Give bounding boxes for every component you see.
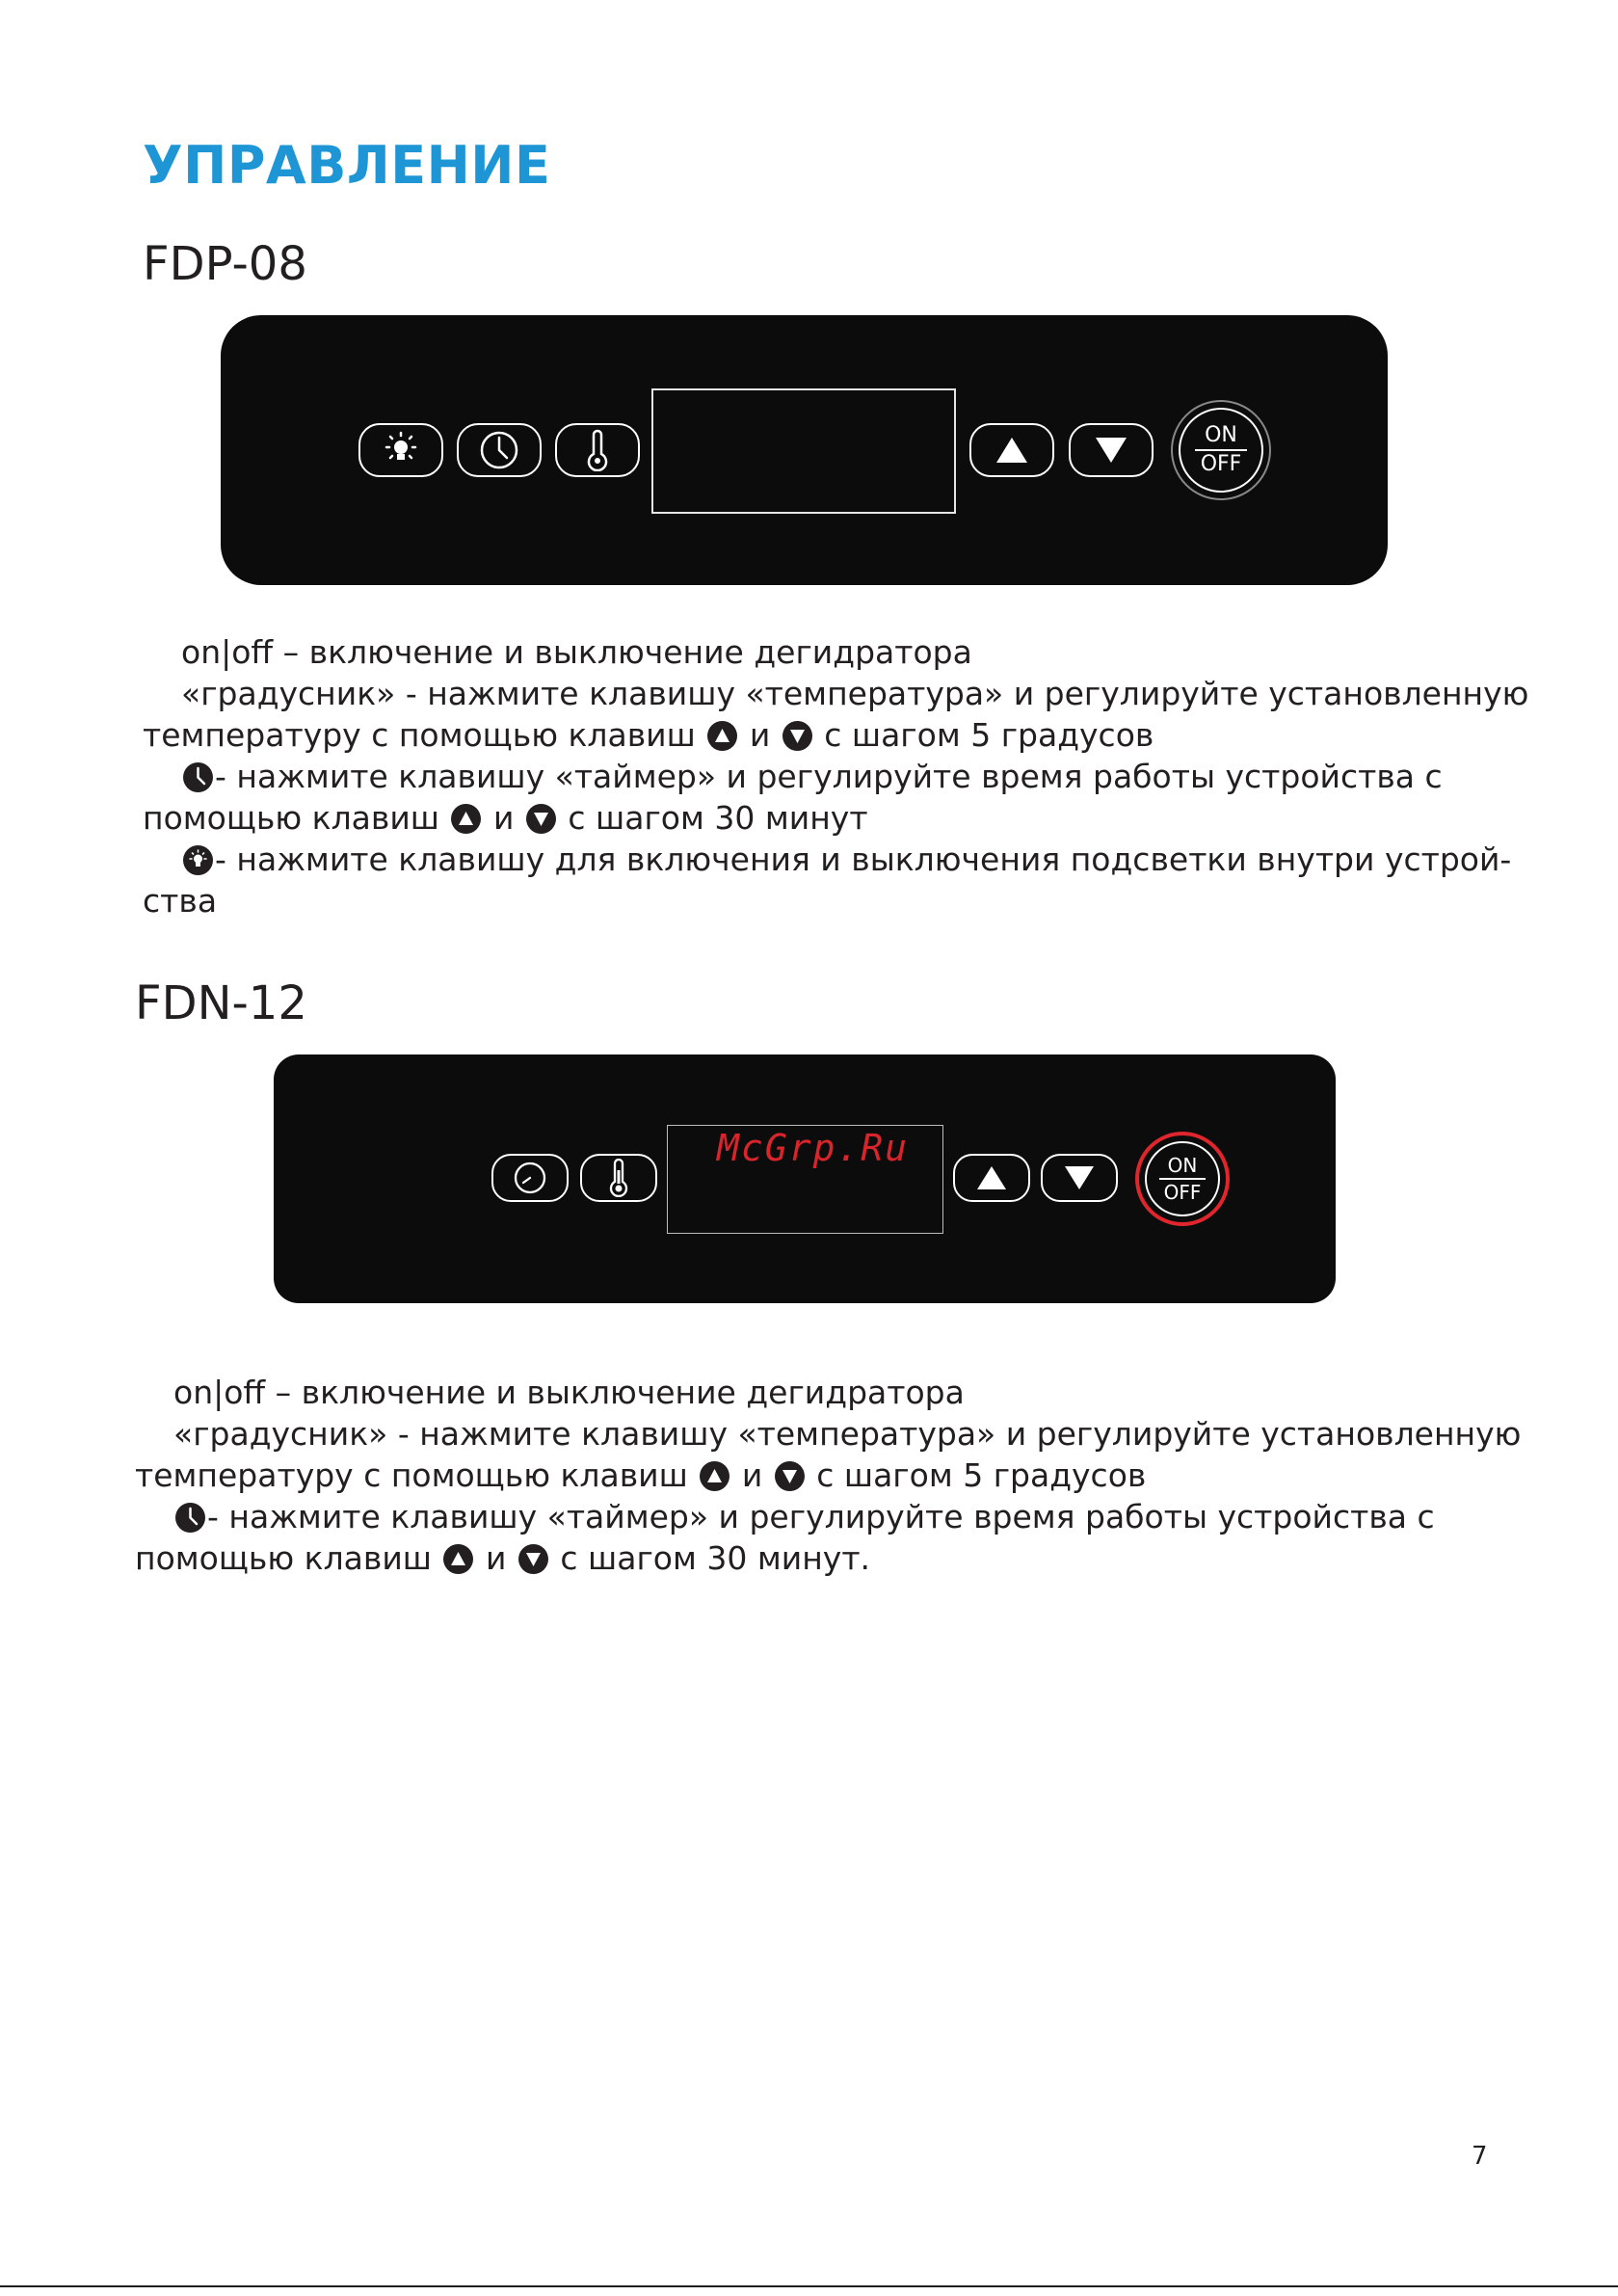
display-screen	[651, 388, 956, 514]
text-line	[143, 839, 1512, 880]
up-button[interactable]	[953, 1154, 1030, 1202]
timer-button[interactable]	[491, 1154, 569, 1202]
text-line: ства	[143, 882, 218, 920]
clock-glyph-icon	[175, 1503, 205, 1533]
arrow-down-glyph-icon	[782, 721, 812, 751]
arrow-up-glyph-icon	[700, 1461, 729, 1491]
arrow-down-glyph-icon	[526, 804, 556, 834]
thermometer-icon	[576, 429, 619, 471]
light-bulb-icon	[380, 429, 422, 471]
arrow-up-glyph-icon	[451, 804, 481, 834]
temperature-button[interactable]	[580, 1154, 657, 1202]
text-fragment: с шагом 30 минут.	[560, 1539, 871, 1577]
arrow-down-glyph-icon	[775, 1461, 805, 1491]
description-fdn12	[135, 1372, 1522, 1579]
onoff-button[interactable]	[1135, 1132, 1230, 1226]
up-button[interactable]	[969, 423, 1054, 477]
text-line	[143, 756, 1492, 797]
onoff-label-on: ON	[1167, 1154, 1198, 1177]
onoff-divider	[1195, 449, 1247, 451]
arrow-down-glyph-icon	[518, 1544, 548, 1574]
onoff-label-off: OFF	[1163, 1181, 1202, 1204]
light-button[interactable]	[358, 423, 443, 477]
text-fragment: и	[741, 1456, 773, 1494]
text-fragment: - нажмите клавишу «таймер» и регулируйте время работы устройства с	[207, 1498, 1435, 1535]
text-line: on|off – включение и выключение дегидратора	[173, 1374, 965, 1411]
clock-icon	[512, 1160, 548, 1196]
text-line: «градусник» - нажмите клавишу «температура» и регулируйте установленную	[173, 1415, 1522, 1453]
page-title: УПРАВЛЕНИЕ	[143, 135, 551, 196]
control-panel-fdp08	[221, 315, 1388, 585]
text-line	[135, 1455, 1484, 1496]
text-fragment: помощью клавиш	[143, 799, 450, 837]
text-line	[143, 797, 1492, 839]
light-bulb-glyph-icon	[183, 845, 213, 875]
arrow-down-icon	[1094, 436, 1128, 465]
text-line	[143, 714, 1492, 756]
description-fdp08	[143, 631, 1529, 921]
onoff-label-on: ON	[1205, 423, 1237, 447]
down-button[interactable]	[1069, 423, 1154, 477]
onoff-divider	[1159, 1178, 1206, 1180]
text-line: on|off – включение и выключение дегидратора	[181, 633, 972, 671]
text-fragment: температуру с помощью клавиш	[143, 716, 706, 754]
down-button[interactable]	[1041, 1154, 1118, 1202]
arrow-down-icon	[1063, 1164, 1096, 1191]
watermark: McGrp.Ru	[717, 1127, 910, 1169]
text-fragment: с шагом 30 минут	[568, 799, 868, 837]
text-fragment: температуру с помощью клавиш	[135, 1456, 699, 1494]
bottom-rule	[0, 2285, 1618, 2287]
text-fragment: с шагом 5 градусов	[816, 1456, 1147, 1494]
text-fragment: и	[749, 716, 781, 754]
onoff-label-off: OFF	[1200, 452, 1242, 476]
timer-button[interactable]	[457, 423, 542, 477]
text-fragment: и	[492, 799, 524, 837]
clock-glyph-icon	[183, 762, 213, 792]
model-title-fdn12: FDN-12	[135, 976, 307, 1030]
page-number: 7	[1472, 2142, 1488, 2171]
clock-icon	[478, 429, 520, 471]
text-line: «градусник» - нажмите клавишу «температура» и регулируйте установленную	[181, 675, 1529, 712]
text-fragment: - нажмите клавишу «таймер» и регулируйте время работы устройства с	[215, 758, 1443, 795]
control-panel-fdn12	[274, 1055, 1336, 1303]
model-title-fdp08: FDP-08	[143, 237, 307, 291]
thermometer-icon	[600, 1159, 637, 1197]
text-fragment: - нажмите клавишу для включения и выключения подсветки внутри устрой-	[215, 841, 1512, 878]
arrow-up-icon	[975, 1164, 1008, 1191]
temperature-button[interactable]	[555, 423, 640, 477]
text-fragment: и	[485, 1539, 517, 1577]
text-fragment: помощью клавиш	[135, 1539, 442, 1577]
arrow-up-glyph-icon	[443, 1544, 473, 1574]
onoff-button[interactable]	[1171, 400, 1271, 500]
text-fragment: с шагом 5 градусов	[824, 716, 1154, 754]
arrow-up-glyph-icon	[707, 721, 737, 751]
text-line	[135, 1537, 1484, 1579]
text-line	[135, 1496, 1484, 1537]
arrow-up-icon	[995, 436, 1029, 465]
